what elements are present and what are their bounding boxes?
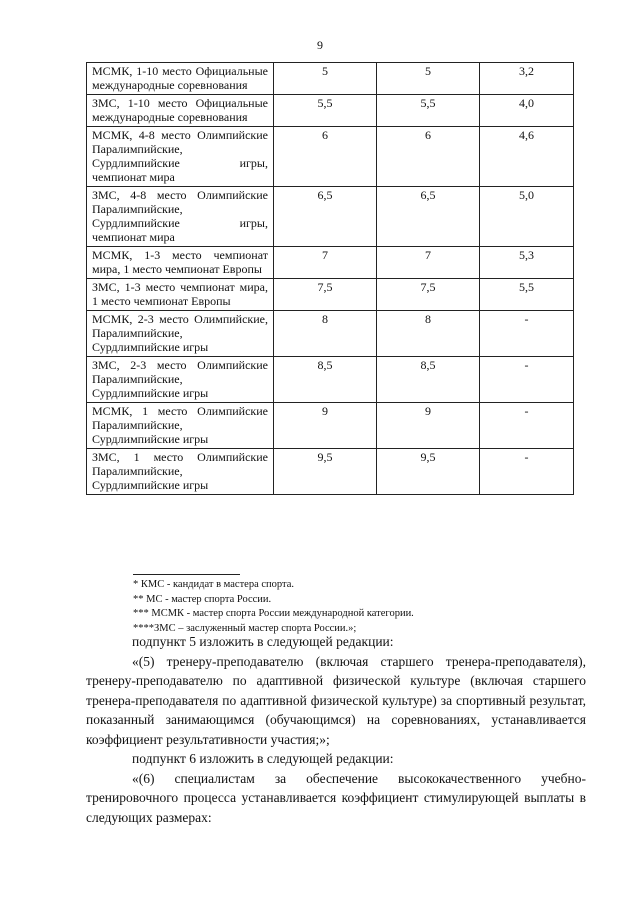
cell-value-3: - xyxy=(480,357,574,403)
cell-category: ЗМС, 1 место Олимпийские Паралимпийские, Сурдлимпийские игры xyxy=(87,449,274,495)
cell-value-1: 8,5 xyxy=(274,357,377,403)
cell-value-2: 6,5 xyxy=(377,187,480,247)
cell-category: МСМК, 1 место Олимпийские Паралимпийские, Сурдлимпийские игры xyxy=(87,403,274,449)
cell-value-2: 9,5 xyxy=(377,449,480,495)
cell-category: ЗМС, 2-3 место Олимпийские Паралимпийские, Сурдлимпийские игры xyxy=(87,357,274,403)
cell-value-2: 5 xyxy=(377,63,480,95)
coefficient-table-body xyxy=(87,63,574,495)
footnote-kms: * КМС - кандидат в мастера спорта. xyxy=(133,579,294,590)
cell-value-3: 5,0 xyxy=(480,187,574,247)
footnote-zms: ****ЗМС – заслуженный мастер спорта России.»; xyxy=(133,622,357,634)
cell-value-2: 5,5 xyxy=(377,95,480,127)
paragraph-subpoint-5-text: «(5) тренеру-преподавателю (включая старшего тренера-преподавателя), тренеру-преподавателю по адаптивной физической культуре (включая старшего тренера-преподавателя по адаптивной физической культуре) за спортивный результат, показанный занимающимся (обучающимся) на соревнованиях, устанавливается коэффициент результативности участия;»; xyxy=(86,653,586,747)
cell-value-1: 7 xyxy=(274,247,377,279)
paragraph-subpoint-5-intro: подпункт 5 изложить в следующей редакции: xyxy=(132,634,394,649)
cell-value-2: 7 xyxy=(377,247,480,279)
table-row xyxy=(87,449,574,495)
page-number: 9 xyxy=(317,38,323,52)
cell-category: ЗМС, 1-10 место Официальные международные соревнования xyxy=(87,95,274,127)
cell-value-3: 5,5 xyxy=(480,279,574,311)
table-row xyxy=(87,357,574,403)
cell-category: МСМК, 1-10 место Официальные международные соревнования xyxy=(87,63,274,95)
cell-category: ЗМС, 1-3 место чемпионат мира, 1 место чемпионат Европы xyxy=(87,279,274,311)
paragraph-subpoint-6-text: «(6) специалистам за обеспечение высококачественного учебно-тренировочного процесса устанавливается коэффициент стимулирующей выплаты в следующих размерах: xyxy=(86,770,586,825)
coefficient-table xyxy=(86,62,574,495)
table-row xyxy=(87,279,574,311)
cell-value-2: 8 xyxy=(377,311,480,357)
table-row xyxy=(87,63,574,95)
cell-value-1: 6 xyxy=(274,127,377,187)
cell-value-2: 7,5 xyxy=(377,279,480,311)
document-body xyxy=(86,632,586,827)
cell-value-3: 4,6 xyxy=(480,127,574,187)
cell-category: МСМК, 1-3 место чемпионат мира, 1 место чемпионат Европы xyxy=(87,247,274,279)
cell-value-1: 9,5 xyxy=(274,449,377,495)
cell-value-1: 6,5 xyxy=(274,187,377,247)
table-row xyxy=(87,311,574,357)
cell-value-3: 3,2 xyxy=(480,63,574,95)
cell-value-1: 5,5 xyxy=(274,95,377,127)
cell-value-3: 5,3 xyxy=(480,247,574,279)
cell-category: МСМК, 4-8 место Олимпийские Паралимпийские, Сурдлимпийские игры, чемпионат мира xyxy=(87,127,274,187)
table-row xyxy=(87,95,574,127)
cell-category: ЗМС, 4-8 место Олимпийские Паралимпийские, Сурдлимпийские игры, чемпионат мира xyxy=(87,187,274,247)
cell-value-2: 6 xyxy=(377,127,480,187)
cell-value-2: 8,5 xyxy=(377,357,480,403)
cell-value-3: 4,0 xyxy=(480,95,574,127)
footnote-msmk: *** МСМК - мастер спорта России международной категории. xyxy=(133,608,414,619)
paragraph-subpoint-6-intro: подпункт 6 изложить в следующей редакции: xyxy=(132,751,394,766)
cell-value-2: 9 xyxy=(377,403,480,449)
table-row xyxy=(87,403,574,449)
footnote-ms: ** МС - мастер спорта России. xyxy=(133,593,272,605)
cell-category: МСМК, 2-3 место Олимпийские, Паралимпийские, Сурдлимпийские игры xyxy=(87,311,274,357)
cell-value-3: - xyxy=(480,449,574,495)
table-row xyxy=(87,187,574,247)
table-row xyxy=(87,127,574,187)
cell-value-1: 7,5 xyxy=(274,279,377,311)
footnote-separator xyxy=(133,574,240,575)
cell-value-1: 9 xyxy=(274,403,377,449)
footnotes xyxy=(133,578,593,636)
cell-value-3: - xyxy=(480,403,574,449)
cell-value-1: 8 xyxy=(274,311,377,357)
table-row xyxy=(87,247,574,279)
cell-value-3: - xyxy=(480,311,574,357)
cell-value-1: 5 xyxy=(274,63,377,95)
